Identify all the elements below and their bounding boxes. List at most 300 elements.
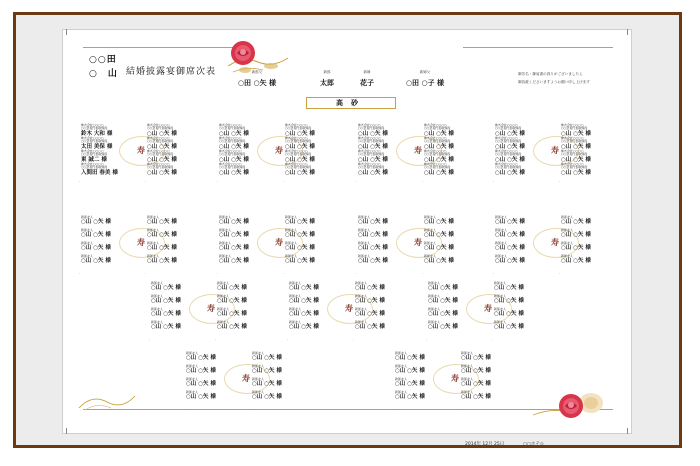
guest-seat: [81, 229, 121, 239]
guest-name: ○山 ○矢 様: [395, 394, 425, 401]
guest-seat: [495, 216, 535, 226]
guest-name: ○山 ○矢 様: [219, 169, 249, 176]
guest-title: ○○会長代表取締役: [285, 165, 312, 170]
guest-name: ○山 ○矢 様: [495, 169, 525, 176]
guest-title: 新郎友人: [217, 294, 230, 298]
guest-name: ○山 ○矢 様: [424, 245, 454, 252]
guest-title: 新郎友人: [495, 228, 508, 232]
table-marker: .: [422, 270, 424, 275]
guest-title: 新郎友人: [147, 228, 160, 232]
guest-name: ○山 ○矢 様: [495, 258, 525, 265]
table-marker: .: [217, 270, 219, 275]
guest-title: 株式会社○○○○: [495, 149, 518, 153]
guest-seat: [151, 321, 191, 331]
guest-title: ○○会長代表取締役: [424, 165, 451, 170]
guest-name: ○山 ○矢 様: [219, 258, 249, 265]
guest-seat: [495, 163, 535, 176]
guest-title: 株式会社○○○○: [147, 136, 170, 140]
table-marker: .: [184, 406, 186, 411]
guest-title: ○○会長代表取締役: [495, 126, 522, 131]
guest-name: ○山 ○矢 様: [285, 258, 315, 265]
guest-title: 新郎友人: [561, 228, 574, 232]
table-center-mark: 寿: [484, 304, 492, 313]
guest-title: 新郎友人: [495, 241, 508, 245]
guest-name: ○山 ○矢 様: [358, 130, 388, 137]
guest-name: ○山 ○矢 様: [495, 143, 525, 150]
table-marker: .: [559, 270, 561, 275]
guest-seat: [424, 255, 464, 265]
guest-seat: [219, 255, 259, 265]
guest-name: ○山 ○矢 様: [186, 381, 216, 388]
guest-title: 新郎友人: [561, 254, 574, 258]
guest-title: 新郎友人: [217, 307, 230, 311]
guest-title: 新郎友人: [151, 320, 164, 324]
guest-title: 新郎友人: [494, 320, 507, 324]
guest-name: ○山 ○矢 様: [285, 245, 315, 252]
guest-name: ○山 ○矢 様: [217, 285, 247, 292]
guest-title: ○○会長代表取締役: [561, 139, 588, 144]
guest-title: ○○会長代表取締役: [358, 152, 385, 157]
table-marker: .: [145, 178, 147, 183]
guest-name: ○山 ○矢 様: [561, 258, 591, 265]
host-4: 新婦父 ○田 ○子 様: [405, 70, 445, 87]
guest-name: ○山 ○矢 様: [186, 394, 216, 401]
guest-title: 新郎友人: [495, 215, 508, 219]
guest-title: 新郎友人: [186, 390, 199, 394]
guest-seat: [355, 282, 395, 292]
guest-title: 株式会社○○○○: [424, 162, 447, 166]
guest-title: ○○会長代表取締役: [147, 139, 174, 144]
guest-title: 新郎友人: [147, 241, 160, 245]
guest-name: ○山 ○矢 様: [424, 232, 454, 239]
guest-title: 新郎友人: [252, 364, 265, 368]
guest-name: ○山 ○矢 様: [424, 219, 454, 226]
guest-title: 新郎友人: [186, 351, 199, 355]
guest-name: ○山 ○矢 様: [285, 143, 315, 150]
guest-name: ○山 ○矢 様: [358, 156, 388, 163]
table-marker: .: [149, 336, 151, 341]
guest-title: 株式会社○○○○: [81, 136, 104, 140]
guest-name: ○山 ○矢 様: [395, 381, 425, 388]
guest-name: ○山 ○矢 様: [355, 298, 385, 305]
guest-title: 株式会社○○○○: [495, 136, 518, 140]
guest-name: ○山 ○矢 様: [358, 169, 388, 176]
guest-title: 新郎友人: [289, 294, 302, 298]
guest-seat: [355, 295, 395, 305]
guest-name: ○山 ○矢 様: [355, 285, 385, 292]
guest-title: ○○会長代表取締役: [81, 152, 108, 157]
guest-seat: [285, 163, 325, 176]
guest-name: ○山 ○矢 様: [424, 258, 454, 265]
guest-title: 新郎友人: [428, 320, 441, 324]
table-marker: .: [145, 270, 147, 275]
guest-title: 新郎友人: [424, 254, 437, 258]
top-gold-line-right: [463, 47, 613, 48]
guest-name: ○山 ○矢 様: [289, 298, 319, 305]
guest-seat: [561, 163, 601, 176]
guest-seat: [217, 295, 257, 305]
guest-title: 新郎友人: [252, 377, 265, 381]
guest-name: ○山 ○矢 様: [147, 245, 177, 252]
guest-title: 新郎友人: [461, 364, 474, 368]
guest-name: ○山 ○矢 様: [428, 285, 458, 292]
guest-title: 株式会社○○○○: [358, 136, 381, 140]
crop-mark-tl: [62, 29, 67, 35]
guest-seat: [561, 255, 601, 265]
guest-name: ○山 ○矢 様: [219, 143, 249, 150]
guest-seat: [81, 242, 121, 252]
guest-name: ○山 ○矢 様: [217, 311, 247, 318]
guest-name: ○山 ○矢 様: [395, 368, 425, 375]
guest-title: ○○会長代表取締役: [147, 152, 174, 157]
guest-title: 新郎友人: [285, 241, 298, 245]
guest-seat: [219, 163, 259, 176]
guest-seat: [358, 242, 398, 252]
guest-name: ○山 ○矢 様: [252, 355, 282, 362]
guest-name: ○山 ○矢 様: [355, 311, 385, 318]
guest-name: ○山 ○矢 様: [428, 311, 458, 318]
table-marker: .: [217, 178, 219, 183]
guest-name: ○山 ○矢 様: [81, 232, 111, 239]
guest-name: ○山 ○矢 様: [219, 232, 249, 239]
guest-title: 新郎友人: [395, 351, 408, 355]
guest-name: ○山 ○矢 様: [285, 169, 315, 176]
guest-title: ○○会長代表取締役: [561, 126, 588, 131]
table-center-mark: 寿: [275, 146, 283, 155]
guest-title: 新郎友人: [395, 390, 408, 394]
guest-name: 太田 美保 様: [81, 143, 113, 150]
note-line-1: 御芳名・御肩書の誤りがございましたら: [518, 72, 583, 76]
guest-seat: [561, 242, 601, 252]
guest-title: 新郎友人: [81, 228, 94, 232]
guest-seat: [219, 242, 259, 252]
guest-seat: [395, 378, 435, 388]
guest-title: ○○会長代表取締役: [147, 165, 174, 170]
guest-title: ○○会長代表取締役: [285, 139, 312, 144]
guest-title: 新郎友人: [289, 281, 302, 285]
footer-venue: ○○ホテル: [523, 442, 545, 447]
table-center-mark: 寿: [414, 238, 422, 247]
guest-seat: [424, 242, 464, 252]
guest-name: ○山 ○矢 様: [151, 324, 181, 331]
guest-title: 株式会社○○○○: [424, 123, 447, 127]
guest-title: 新郎友人: [186, 377, 199, 381]
guest-seat: [219, 216, 259, 226]
guest-name: ○山 ○矢 様: [358, 258, 388, 265]
guest-name: ○山 ○矢 様: [358, 232, 388, 239]
guest-name: ○山 ○矢 様: [395, 355, 425, 362]
guest-title: 新郎友人: [81, 215, 94, 219]
guest-name: ○山 ○矢 様: [561, 169, 591, 176]
guest-title: 株式会社○○○○: [424, 136, 447, 140]
guest-name: ○山 ○矢 様: [186, 368, 216, 375]
guest-title: 株式会社○○○○: [561, 162, 584, 166]
guest-seat: [424, 229, 464, 239]
guest-seat: [219, 229, 259, 239]
guest-title: 新郎友人: [217, 320, 230, 324]
guest-title: 株式会社○○○○: [81, 123, 104, 127]
table-marker: .: [356, 270, 358, 275]
guest-name: ○山 ○矢 様: [81, 219, 111, 226]
guest-name: ○山 ○矢 様: [147, 232, 177, 239]
guest-seat: [217, 308, 257, 318]
guest-title: 新郎友人: [217, 281, 230, 285]
guest-title: 新郎友人: [219, 241, 232, 245]
note-line-2: 御容赦くださいますようお願い申し上げます: [518, 80, 590, 84]
guest-title: 新郎友人: [147, 215, 160, 219]
guest-name: ○山 ○矢 様: [147, 169, 177, 176]
table-marker: .: [356, 178, 358, 183]
guest-seat: [428, 295, 468, 305]
guest-seat: [252, 378, 292, 388]
guest-seat: [428, 321, 468, 331]
guest-name: ○山 ○矢 様: [561, 219, 591, 226]
guest-title: ○○会長代表取締役: [424, 152, 451, 157]
guest-title: ○○会長代表取締役: [561, 165, 588, 170]
guest-title: 新郎友人: [395, 377, 408, 381]
guest-seat: [461, 391, 501, 401]
guest-name: ○山 ○矢 様: [428, 298, 458, 305]
guest-seat: [494, 321, 534, 331]
guest-name: ○山 ○矢 様: [494, 285, 524, 292]
guest-name: ○山 ○矢 様: [494, 311, 524, 318]
guest-title: 新郎友人: [81, 241, 94, 245]
guest-title: ○○会長代表取締役: [285, 126, 312, 131]
guest-title: ○○会長代表取締役: [81, 165, 108, 170]
table-marker: .: [559, 178, 561, 183]
guest-title: 株式会社○○○○: [561, 149, 584, 153]
guest-title: 新郎友人: [358, 241, 371, 245]
guest-title: ○○会長代表取締役: [561, 152, 588, 157]
guest-title: 新郎友人: [461, 390, 474, 394]
guest-name: ○山 ○矢 様: [494, 324, 524, 331]
head-table-label: 高砂: [306, 97, 396, 109]
guest-name: ○山 ○矢 様: [217, 298, 247, 305]
table-marker: .: [422, 178, 424, 183]
guest-title: 新郎友人: [424, 228, 437, 232]
guest-title: ○○会長代表取締役: [358, 139, 385, 144]
guest-name: ○山 ○矢 様: [561, 143, 591, 150]
guest-name: ○山 ○矢 様: [81, 258, 111, 265]
host-1: 新郎父 ○田 ○矢 様: [237, 70, 277, 87]
guest-name: ○山 ○矢 様: [147, 130, 177, 137]
guest-title: ○○会長代表取締役: [495, 139, 522, 144]
guest-seat: [289, 282, 329, 292]
guest-title: 新郎友人: [151, 307, 164, 311]
guest-title: ○○会長代表取締役: [424, 126, 451, 131]
guest-seat: [495, 255, 535, 265]
guest-title: 新郎友人: [358, 254, 371, 258]
guest-title: 株式会社○○○○: [285, 149, 308, 153]
guest-title: 新郎友人: [495, 254, 508, 258]
guest-seat: [186, 352, 226, 362]
guest-title: 新郎友人: [428, 294, 441, 298]
guest-name: ○山 ○矢 様: [151, 285, 181, 292]
guest-seat: [395, 365, 435, 375]
guest-title: 新郎友人: [424, 241, 437, 245]
guest-title: ○○会長代表取締役: [81, 126, 108, 131]
guest-title: 株式会社○○○○: [561, 123, 584, 127]
guest-seat: [494, 295, 534, 305]
guest-name: ○山 ○矢 様: [252, 394, 282, 401]
guest-seat: [358, 229, 398, 239]
guest-seat: [252, 391, 292, 401]
guest-title: 新郎友人: [285, 254, 298, 258]
guest-seat: [217, 282, 257, 292]
guest-title: 新郎友人: [151, 294, 164, 298]
guest-seat: [289, 308, 329, 318]
guest-name: ○山 ○矢 様: [219, 130, 249, 137]
guest-title: 新郎友人: [355, 281, 368, 285]
guest-name: ○山 ○矢 様: [494, 298, 524, 305]
guest-name: ○山 ○矢 様: [424, 130, 454, 137]
table-center-mark: 寿: [451, 374, 459, 383]
guest-title: 株式会社○○○○: [358, 123, 381, 127]
crop-mark-bl: [62, 428, 67, 434]
guest-title: 株式会社○○○○: [81, 149, 104, 153]
guest-name: ○山 ○矢 様: [561, 130, 591, 137]
guest-title: ○○会長代表取締役: [219, 165, 246, 170]
top-gold-line: [83, 47, 233, 48]
table-marker: .: [493, 270, 495, 275]
guest-name: ○山 ○矢 様: [358, 143, 388, 150]
guest-name: ○山 ○矢 様: [495, 232, 525, 239]
guest-seat: [424, 163, 464, 176]
guest-seat: [147, 163, 187, 176]
guest-title: ○○会長代表取締役: [81, 139, 108, 144]
guest-title: 新郎友人: [81, 254, 94, 258]
guest-title: 新郎友人: [424, 215, 437, 219]
guest-name: ○山 ○矢 様: [186, 355, 216, 362]
table-marker: .: [426, 336, 428, 341]
guest-name: ○山 ○矢 様: [285, 156, 315, 163]
host-3: 新婦 花子: [360, 70, 374, 87]
guest-name: ○山 ○矢 様: [461, 355, 491, 362]
guest-seat: [358, 163, 398, 176]
guest-title: 新郎友人: [461, 351, 474, 355]
guest-title: ○○会長代表取締役: [358, 126, 385, 131]
guest-name: ○山 ○矢 様: [495, 156, 525, 163]
guest-title: 株式会社○○○○: [147, 149, 170, 153]
guest-seat: [285, 229, 325, 239]
footer-date: 2014年 12月 25日: [465, 442, 505, 447]
guest-name: ○山 ○矢 様: [561, 245, 591, 252]
guest-name: ○山 ○矢 様: [285, 219, 315, 226]
guest-title: 株式会社○○○○: [285, 162, 308, 166]
guest-title: 株式会社○○○○: [561, 136, 584, 140]
guest-seat: [151, 282, 191, 292]
guest-title: 新郎友人: [494, 294, 507, 298]
guest-seat: [495, 242, 535, 252]
guest-seat: [147, 242, 187, 252]
guest-name: ○山 ○矢 様: [289, 311, 319, 318]
guest-title: 新郎友人: [285, 215, 298, 219]
guest-seat: [461, 365, 501, 375]
table-marker: .: [79, 270, 81, 275]
host-row: [226, 70, 496, 100]
guest-seat: [289, 321, 329, 331]
document-title: 結婚披露宴御席次表: [126, 67, 217, 77]
guest-title: 新郎友人: [289, 320, 302, 324]
guest-name: ○山 ○矢 様: [358, 245, 388, 252]
guest-seat: [395, 391, 435, 401]
guest-title: 新郎友人: [494, 307, 507, 311]
guest-name: 東 誠二 様: [81, 156, 107, 163]
guest-name: ○山 ○矢 様: [424, 143, 454, 150]
guest-seat: [186, 391, 226, 401]
guest-title: ○○会長代表取締役: [495, 152, 522, 157]
table-marker: .: [493, 178, 495, 183]
guest-seat: [395, 352, 435, 362]
guest-seat: [428, 308, 468, 318]
guest-name: ○山 ○矢 様: [561, 232, 591, 239]
rose-ornament-bottom-icon: [533, 385, 613, 430]
guest-name: ○山 ○矢 様: [495, 219, 525, 226]
guest-seat: [289, 295, 329, 305]
guest-name: ○山 ○矢 様: [147, 143, 177, 150]
guest-name: ○山 ○矢 様: [219, 219, 249, 226]
guest-title: 株式会社○○○○: [147, 162, 170, 166]
guest-name: ○山 ○矢 様: [285, 232, 315, 239]
table-marker: .: [353, 336, 355, 341]
guest-name: ○山 ○矢 様: [252, 381, 282, 388]
table-center-mark: 寿: [345, 304, 353, 313]
guest-name: ○山 ○矢 様: [461, 368, 491, 375]
guest-seat: [285, 216, 325, 226]
guest-seat: [186, 365, 226, 375]
guest-name: ○山 ○矢 様: [219, 245, 249, 252]
guest-title: 新郎友人: [285, 228, 298, 232]
guest-name: ○山 ○矢 様: [358, 219, 388, 226]
guest-name: ○山 ○矢 様: [289, 285, 319, 292]
guest-name: ○山 ○矢 様: [285, 130, 315, 137]
guest-name: ○山 ○矢 様: [289, 324, 319, 331]
guest-title: 新郎友人: [186, 364, 199, 368]
guest-seat: [285, 242, 325, 252]
guest-name: ○山 ○矢 様: [461, 394, 491, 401]
table-center-mark: 寿: [137, 146, 145, 155]
guest-seat: [81, 163, 121, 176]
table-marker: .: [283, 178, 285, 183]
guest-seat: [495, 229, 535, 239]
table-center-mark: 寿: [207, 304, 215, 313]
guest-seat: [355, 321, 395, 331]
table-center-mark: 寿: [242, 374, 250, 383]
guest-name: ○山 ○矢 様: [151, 298, 181, 305]
guest-name: ○山 ○矢 様: [147, 156, 177, 163]
guest-title: 新郎友人: [252, 351, 265, 355]
guest-title: 株式会社○○○○: [358, 162, 381, 166]
guest-title: 株式会社○○○○: [495, 162, 518, 166]
guest-title: 新郎友人: [252, 390, 265, 394]
seating-chart-page: [62, 29, 632, 447]
guest-title: 株式会社○○○○: [285, 123, 308, 127]
guest-title: 新郎友人: [355, 307, 368, 311]
guest-title: 株式会社○○○○: [424, 149, 447, 153]
guest-name: ○山 ○矢 様: [461, 381, 491, 388]
guest-title: 株式会社○○○○: [81, 162, 104, 166]
guest-title: ○○会長代表取締役: [219, 126, 246, 131]
guest-title: 新郎友人: [561, 241, 574, 245]
guest-title: 新郎友人: [219, 215, 232, 219]
family-name-line-2: ○ 山: [89, 69, 118, 79]
guest-name: ○山 ○矢 様: [252, 368, 282, 375]
guest-title: 新郎友人: [289, 307, 302, 311]
guest-name: ○山 ○矢 様: [424, 156, 454, 163]
guest-seat: [428, 282, 468, 292]
crop-mark-tr: [627, 29, 632, 35]
guest-title: 新郎友人: [561, 215, 574, 219]
